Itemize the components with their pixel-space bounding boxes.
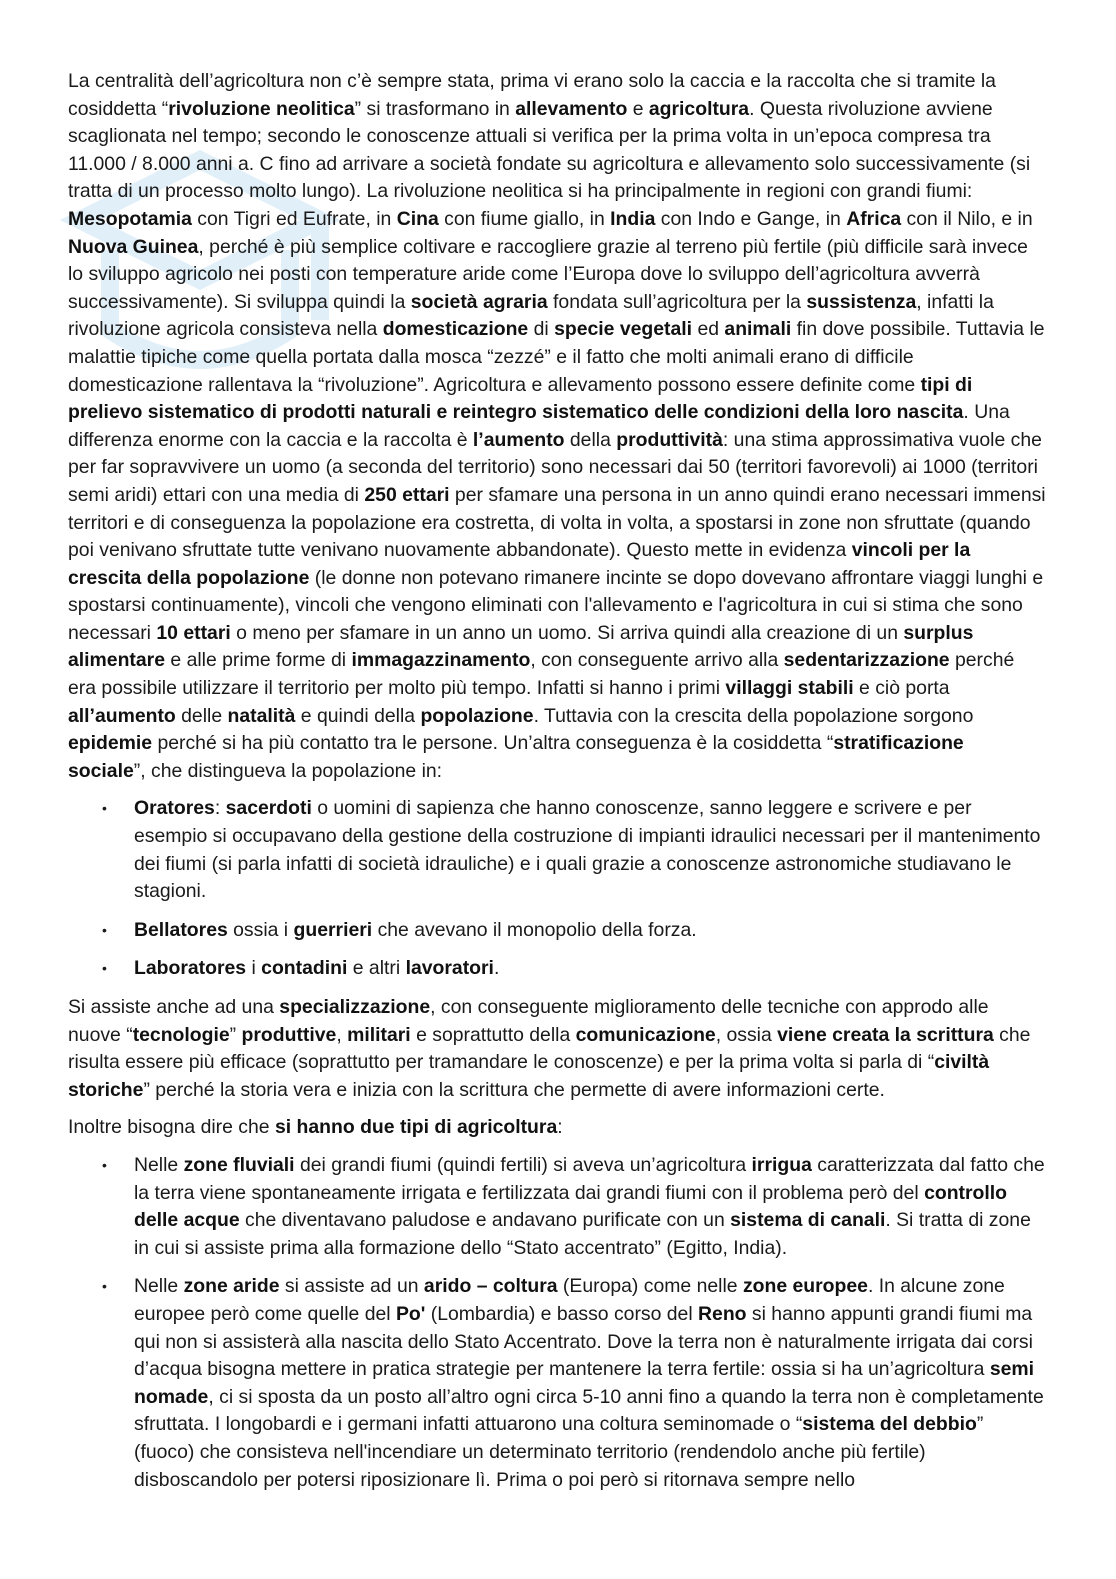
text-run: ” si trasformano in [354,97,516,120]
text-run: . Questa rivoluzione avviene scaglionata nel tempo; secondo le conoscenze attuali si verifica per la prima volta in un’epoca compresa tra 11.000 / 8.000 anni a. C fino ad arrivare a società fondate su agricoltura e allevamento solo successivamente (si tratta di un processo molto lungo). La rivoluzione neolitica si ha principalmente in regioni con grandi fiumi: [68,97,1031,203]
bold-text: sistema di canali [730,1209,886,1232]
text-run: perché era possibile utilizzare il territorio per molto più tempo. Infatti si hanno i primi [68,649,1015,700]
text-run: o meno per sfamare in un anno un uomo. Si arriva quindi alla creazione di un [230,621,904,644]
bold-text: rivoluzione neolitica [168,97,355,120]
list-item [68,1152,1046,1262]
bold-text: viene creata la scrittura [777,1023,994,1046]
bold-text: zone aride [183,1275,280,1298]
bold-text: Africa [846,207,902,230]
text-run: Nelle [134,1153,184,1176]
text-run: ” perché la storia vera e inizia con la scrittura che permette di avere informazioni certe. [143,1078,885,1101]
bullet-icon: • [102,1278,107,1295]
bold-text: India [610,207,656,230]
text-run: fin dove possibile. Tuttavia le malattie tipiche come quella portata dalla mosca “zezzé” e il fatto che molti animali erano di difficile domesticazione rallentava la “rivoluzione”. Agricoltura e allevamento possono essere definite come [68,318,1045,396]
bold-text: stratificazione sociale [68,732,964,782]
bold-text: comunicazione [575,1023,716,1046]
bold-text: Laboratores [134,957,247,980]
text-run: , con conseguente miglioramento delle tecniche con approdo alle nuove “ [68,996,989,1046]
text-run: (le donne non potevano rimanere incinte se dopo dovevano affrontare viaggi lunghi e spostarsi continuamente), vincoli che vengono eliminati con l'allevamento e l'agricoltura in cui si stima che sono necessari [68,566,1044,644]
bold-text: 250 ettari [364,483,450,506]
bold-text: controllo delle acque [134,1181,1008,1232]
text-run: , ossia [715,1023,778,1046]
text-run: . Si tratta di zone in cui si assiste prima alla formazione dello “Stato accentrato” (Egitto, India). [134,1209,1031,1259]
text-run: della [564,428,617,451]
bold-text: contadini [261,957,348,980]
bold-text: militari [347,1023,411,1046]
text-run: si hanno appunti grandi fiumi ma qui non si assisterà alla nascita dello Stato Accentrato. Dove la terra non è naturalmente irrigata dai corsi d’acqua bisogna mettere in pratica strategie per mantenere la terra fertile: ossia si ha un’agricoltura [134,1302,1033,1381]
bold-text: agricoltura [648,97,750,120]
text-run: caratterizzata dal fatto che la terra viene spontaneamente irrigata e fertilizzata dai grandi fiumi con il problema però del [134,1153,1045,1204]
bullet-icon: • [102,800,107,817]
bold-text: guerrieri [293,918,373,941]
paragraph-agriculture-types [68,1114,1046,1142]
text-run: delle [175,704,228,727]
bullet-icon: • [102,921,107,938]
bold-text: tipi di prelievo sistematico di prodotti naturali e reintegro sistematico delle condizioni della loro nascita [68,373,973,424]
text-run: con Indo e Gange, in [655,207,847,230]
bold-text: semi nomade [134,1358,1035,1408]
bold-text: Oratores [134,797,215,820]
list-item [68,917,1046,945]
text-run: . Una differenza enorme con la caccia e la raccolta è [68,401,1010,451]
text-run: e quindi della [295,704,421,727]
paragraph-specialization [68,994,1046,1104]
bold-text: sistema del debbio [802,1413,977,1436]
bold-text: Po' [395,1302,426,1325]
bullet-icon: • [102,1156,107,1173]
document-page [68,68,1046,1505]
bold-text: lavoratori [405,957,494,980]
text-run: (Europa) come nelle [557,1275,743,1298]
text-run: , ci si sposta da un posto all’altro ogni circa 5-10 anni fino a quando la terra non è completamente sfruttata. I longobardi e i germani infatti attuarono una coltura seminomade o “ [134,1385,1044,1436]
text-run: con fiume giallo, in [438,207,611,230]
text-run: Nelle [134,1275,184,1298]
text-run: e altri [347,957,406,980]
bold-text: produttive [241,1023,337,1046]
text-run: . [493,957,500,980]
list-item [68,1273,1046,1494]
bold-text: zone europee [742,1275,868,1298]
bold-text: surplus alimentare [68,621,974,672]
text-run: i [246,957,262,980]
bold-text: vincoli per la crescita della popolazione [68,539,971,589]
text-run: per sfamare una persona in un anno quindi erano necessari immensi territori e di conseguenza la popolazione era costretta, di volta in volta, a spostarsi in zone non sfruttate (quando poi venivano sfruttate tutte venivano nuovamente abbandonate). Questo mette in evidenza [68,483,1046,562]
bold-text: irrigua [751,1153,812,1176]
text-run: perché si ha più contatto tra le persone. Un’altra conseguenza è la cosiddetta “ [152,732,834,755]
bold-text: Cina [396,207,439,230]
text-run: si assiste ad un [279,1275,424,1298]
bold-text: sedentarizzazione [783,649,950,672]
text-run: con il Nilo, e in [901,207,1033,230]
bold-text: civiltà storiche [68,1051,990,1101]
bold-text: si hanno due tipi di agricoltura [274,1116,558,1139]
text-run: , perché è più semplice coltivare e raccogliere grazie al terreno più fertile (più difficile sarà invece lo sviluppo agricolo nei posti con temperature aride come l’Europa dove lo sviluppo dell’agricoltura avverrà successivamente). Si sviluppa quindi la [68,235,1028,313]
bold-text: Nuova Guinea [68,235,199,258]
text-run: : una stima approssimativa vuole che per far sopravvivere un uomo (a seconda del territorio) sono necessari dai 50 (territori favorevoli) ai 1000 (territori semi aridi) ettari con una media di [68,428,1042,506]
text-run: : [214,797,226,820]
text-run: e soprattutto della [410,1023,576,1046]
text-run: ossia i [227,918,294,941]
bold-text: zone fluviali [183,1153,295,1176]
bold-text: produttività [616,428,723,451]
bold-text: allevamento [515,97,628,120]
text-run: ” (fuoco) che consisteva nell'incendiare un determinato territorio (rendendolo anche più fertile) disboscandolo per potersi riposizionare lì. Prima o poi però si ritornava sempre nello [134,1413,984,1491]
text-run: , con conseguente arrivo alla [530,649,784,672]
bold-text: all’aumento [68,704,176,727]
bold-text: 10 ettari [156,621,231,644]
text-run: : [557,1116,563,1139]
text-run: con Tigri ed Eufrate, in [191,207,397,230]
text-run: , [336,1023,348,1046]
bold-text: Reno [698,1302,747,1325]
text-run: e ciò porta [853,677,950,700]
bold-text: l’aumento [472,428,565,451]
text-run: La centralità dell’agricoltura non c’è sempre stata, prima vi erano solo la caccia e la raccolta che si tramite la cosiddetta “ [68,70,996,120]
text-run: fondata sull’agricoltura per la [547,290,807,313]
text-run: dei grandi fiumi (quindi fertili) si aveva un’agricoltura [294,1153,752,1176]
text-run: che avevano il monopolio della forza. [372,918,697,941]
text-run: Inoltre bisogna dire che [68,1116,275,1139]
bullet-icon: • [102,960,107,977]
bold-text: epidemie [68,732,153,755]
list-item [68,955,1046,983]
text-run: ed [692,318,725,341]
text-run: . Tuttavia con la crescita della popolazione sorgono [533,704,974,727]
bold-text: animali [724,318,792,341]
text-run: Si assiste anche ad una [68,996,280,1018]
text-run: e alle prime forme di [165,649,352,672]
bold-text: società agraria [410,290,548,313]
text-run: , infatti la rivoluzione agricola consisteva nella [68,290,994,341]
bold-text: tecnologie [132,1023,230,1046]
text-run: e [627,97,649,120]
text-run: di [528,318,555,341]
agriculture-types-list [68,1152,1046,1494]
bold-text: sussistenza [806,290,917,313]
social-classes-list [68,795,1046,983]
text-run: che risulta essere più efficace (soprattutto per tramandare le conoscenze) e per la prima volta si parla di “ [68,1023,1031,1074]
text-run: ” [229,1023,242,1046]
bold-text: natalità [227,704,296,727]
bold-text: domesticazione [382,318,529,341]
bold-text: villaggi stabili [725,677,854,700]
text-run: ”, che distingueva la popolazione in: [133,759,443,782]
bold-text: specializzazione [279,996,431,1018]
bold-text: specie vegetali [554,318,693,341]
text-run: (Lombardia) e basso corso del [425,1302,699,1325]
bold-text: immagazzinamento [351,649,531,672]
text-run: o uomini di sapienza che hanno conoscenze, sanno leggere e scrivere e per esempio si occupavano della gestione della costruzione di impianti idraulici necessari per il mantenimento dei fiumi (si parla infatti di società idrauliche) e i quali grazie a conoscenze astronomiche studiavano le stagioni. [134,797,1041,903]
paragraph-intro [68,68,1046,785]
text-run: . In alcune zone europee però come quelle del [134,1275,1005,1325]
bold-text: arido – coltura [423,1275,558,1298]
bold-text: sacerdoti [225,797,312,820]
bold-text: popolazione [420,704,534,727]
text-run: che diventavano paludose e andavano purificate con un [239,1209,731,1232]
bold-text: Bellatores [134,918,228,941]
list-item [68,795,1046,905]
bold-text: Mesopotamia [68,207,192,230]
